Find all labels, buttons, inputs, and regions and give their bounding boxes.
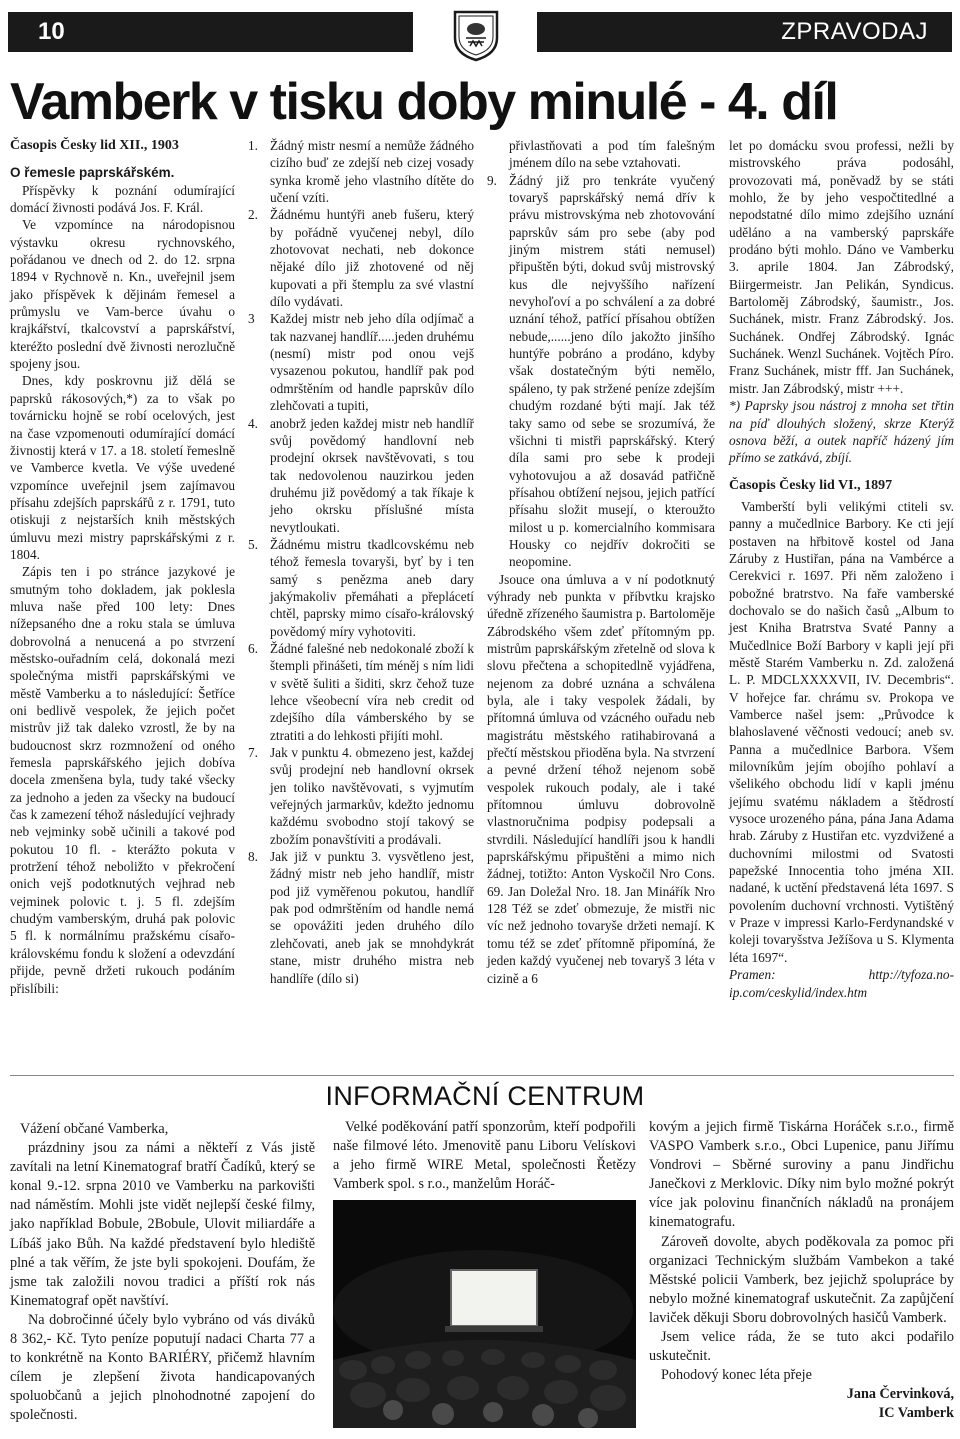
- paragraph: Velké poděkování patří sponzorům, kteří podpořili naše filmové léto. Jmenovitě panu Liboru Velískovi a jeho firmě WIRE Metal, společnosti Řetězy Vamberk spol. s r.o., manželům Horáč-: [333, 1119, 636, 1193]
- footnote: *) Paprsky jsou nástroj z mnoha set třtin na píď dlouhých složený, skrze Kterýž osnova běží, a outek napříč házený jím přímo se zatkává, zbíjí.: [729, 398, 954, 466]
- item-number: 4.: [248, 415, 258, 431]
- item-text: anobrž jeden každej mistr neb handlíř svůj povědomý handlovní neb prodejní okrsek navštěvovati, s tou tak nedovolenou nauzirkou jeden druhému již povědomý a tak říkaje k jeho okrsku příslušné místa nevytloukati.: [270, 415, 474, 535]
- item-number: 9.: [487, 172, 497, 188]
- article-headline: Vamberk v tisku doby minulé - 4. díl: [10, 73, 838, 131]
- signature-org: IC Vamberk: [878, 1405, 954, 1422]
- item-number: 8.: [248, 849, 258, 865]
- list-item: [248, 640, 474, 744]
- paragraph: Pohodový konec léta přeje: [661, 1367, 812, 1384]
- info-column-right: [649, 1118, 954, 1424]
- paragraph: Na dobročinné účely bylo vybráno od vás diváků 8 362,- Kč. Tyto peníze poputují nadaci Charta 77 a to konkrétně na Konto BARIÉRY, přičemž hlavním cílem je zlepšení života handicapovaných spoluobčanů a jejich plnohodnotné zapojení do společnosti.: [10, 1311, 315, 1424]
- publication-name: ZPRAVODAJ: [781, 18, 928, 45]
- town-emblem-icon: [449, 8, 503, 62]
- item-text: Každej mistr neb jeho díla odjímač a tak nazvanej handlíř.....jeden druhému (nesmí) mistr pod onou vejš vysazenou pokutou, handlíř pak pod odmrštěním od handle paprskův dílo zlehčovati a tupiti,: [270, 311, 474, 414]
- list-item: [248, 415, 474, 536]
- list-item: [248, 848, 474, 987]
- paragraph: let po domácku svou professi, nežli by mistrovského práva podosáhl, provozovati má, poněvadž by se státi mohlo, že by jeho vespočtitedlné a nepodstatné dílo mimo zdejšího uznání uděláno a na vamberský paprskáře prodáno býti mohlo. Dáno ve Vamberku 3. aprile 1804. Jan Zábrodský, Biirgermeistr. Jan Pelikán, Syndicus. Bartoloměj Zábrodský, šaumistr., Jos. Suchánek, mistr. Franz Zábrodský. Jos. Suchánek. Ondřej Zábrodský. Ignác Suchánek. Wenzl Suchánek. Vojtěch Píro. Franz Suchánek, mistr fff. Jan Suchánek, mistr. Jan Zábrodský, mistr +++.: [729, 138, 954, 396]
- item-text: Žádný mistr nesmí a nemůže žádného cizího buď ze zdejší neb cizej vosady synka kromě jeho vlastního dítěte do učení vzíti.: [270, 138, 474, 206]
- list-item: [248, 310, 474, 414]
- article-column-1: [10, 137, 235, 997]
- source-citation: Časopis Česky lid VI., 1897: [729, 477, 893, 493]
- item-text: Žádné falešné neb nedokonalé zboží k štempli přinášeti, tím méněj s ním lidi v světě šuliti a šiditi, skrz čehož tuze lehce všeobecní víra neb credit od zdejšího díla vámberského by se ztratiti a do lehkosti přijíti mohl.: [270, 640, 474, 743]
- header-bar-left: [8, 12, 413, 52]
- list-item: [248, 137, 474, 206]
- paragraph: Dnes, kdy poskrovnu již dělá se paprsků rákosových,*) za to však po továrnicku hojně se robí ocelových, jest na čase vzpomenouti odumírající domácí živnostij která v 17. a 18. století řemeslně ve Vamberce kvetla. Ve výše uvedené vzpomínce uveřejnil jsem zajímavou přísahu zdejších paprskářů z r. 1791, tuto otiskuji z nejstarších knih městských úmluvu mezi mistry paprskářskými z r. 1804.: [10, 373, 235, 562]
- item-number: 2.: [248, 207, 258, 223]
- article-column-3: [487, 137, 715, 987]
- list-item: [248, 536, 474, 640]
- section-title: INFORMAČNÍ CENTRUM: [325, 1081, 645, 1111]
- item-number: 5.: [248, 536, 258, 552]
- paragraph: prázdniny jsou za námi a někteří z Vás jistě zavítali na letní Kinematograf bratří Čadíků, který se konal 9.-12. srpna 2010 ve Vamberku na parkovišti nad náměstím. Mohli jste vidět nejlepší české filmy, jako například Bobule, 2Bobule, Ulovit miliardáře a Líbáš jako Bůh. Na každé představení bylo hlediště plné a tak věřím, že jste byli spokojeni. Doufám, že jsme tak založili novou tradici a příští rok nás Kinematograf opět navštíví.: [10, 1140, 315, 1309]
- section-divider: [10, 1075, 954, 1076]
- open-air-cinema-photo: [333, 1200, 636, 1428]
- source-citation: Časopis Česky lid XII., 1903: [10, 138, 179, 153]
- item-number: 1.: [248, 138, 258, 153]
- article-column-4: [729, 137, 954, 1001]
- header-bar-right: [537, 12, 952, 52]
- article-subtitle: O řemesle paprskářském.: [10, 165, 175, 181]
- paragraph: Zároveň dovolte, abych poděkovala za pomoc při organizaci Technickým službám Vambekon a také Městské policii Vamberk, bez jejichž spolupráce by nebylo možné kinematograf uskutečnit. Za zapůjčení laviček děkuji Sboru dobrovolných hasičů Vamberk.: [649, 1233, 954, 1326]
- list-item: [487, 172, 715, 571]
- agreement-list-continued: [487, 172, 715, 571]
- paragraph: Jsem velice ráda, že se tuto akci podařilo uskutečnit.: [649, 1329, 954, 1365]
- info-column-middle: [333, 1118, 636, 1194]
- item-number: 3: [248, 311, 255, 327]
- item-number: 7.: [248, 745, 258, 761]
- item-text: Žádný již pro tenkráte vyučený tovaryš paprskářský nemá dřív k právu mistrovskýma neb zhotovování paprskův sám pro sebe (aby pod jiným mistrem státi nemusel) připuštěn býti, dokud svůj mistrovský kus dle nejvyššího nařízení nevyhoľoví a po schválení a za dobré uznání téhož, patřící přísahou obtížen nebude,......jeno dílo jakožto jinšího huntýře pobráno a prodáno, kdyby však dostatečným býti nemělo, spáleno, ty pak stržené peníze zdejším chudým rozdané býti mají. Jak též taky samo od sebe se srozumívá, že všichni ti mistři paprskářský. Který díla sami pro sebe k prodeji vyhotovujou a až dosavád patřičně přísahou obtížení nejsou, jejich patřící přísahu složit musejí, o kteroužto milost u p. komercialního kommisara Housky co nejdřív dokročiti se neopomine.: [509, 172, 715, 570]
- greeting: Vážení občané Vamberka,: [20, 1121, 169, 1137]
- item-text: Jak v punktu 4. obmezeno jest, každej svůj prodejní neb handlovní okrsek jen toliko navštěvovati, s vyjmutím veřejných jarmarkův, kdežto jednomu každému svobodno stojí takový se zbožím ponavštíviti a prodávali.: [270, 745, 474, 847]
- info-column-left: [10, 1120, 315, 1426]
- paragraph: Ve vzpomínce na národopisnou výstavku okresu rychnovského, pořádanou ve dnech od 2. do 12. srpna 1894 v Rychnově n. Kn., uveřejnil jsem jako příspěvek k dějinám řemesel a průmyslu ve Vam-berce úvahu o krajkářství, tkalcovství a paprskářství, kteréžto poslední dvě živnosti nerozlučně spojeny jsou.: [10, 217, 235, 372]
- item-text: Žádnému huntýři aneb fušeru, který by pořádně vyučenej nebyl, dílo zhotovovat nechati, neb dokonce nějaké dílo již zhotovené od něj kupovati a při štemplu za své vlastní dílo vydávati.: [270, 207, 474, 310]
- item-number: 6.: [248, 640, 258, 656]
- paragraph: Jsouce ona úmluva a v ní podotknutý výhrady neb punkta v příbvtku krajsko úředně zřízeného šaumistra p. Bartoloměje Zábrodského všem zdeť přítomným pp. mistrům paprskářským zřetelně od slova k slovu přečtena a schopitedlně vyjádřena, nejenom za dobré uznána a schválena byla, ale i taky vespolek žádali, by přítomná úmluva od vzácného ouřadu neb magistrátu městského ratihabirovaná a přečtí městskou přioděna byla. Na stvrzení a pevné držení téhož nejenom sobě vespolek rukouch podaly, ale i také přítomnou úmluvu dobrovolně vlastnoručnima podpisy podepsali a stvrdili. Následující handlíři jsou k handli paprskářskýmu připuštěni a mimo nich žádnej, totižto: Anton Vyskočil Nro Cons. 69. Jan Doležal Nro. 18. Jan Minářík Nro 128 Též se zdeť obmezuje, že mistři nic víc než jednoho tovaryše držeti nemají. K tomu též se zdeť přítomně připomíná, že jeden každý vyučenej neb tovaryš 3 léta v cizině a 6: [487, 571, 715, 986]
- item-text: Žádnému mistru tkadlcovskému neb téhož řemesla tovaryši, byť by i ten samý s penězma aneb dary jakýmakoliv přemáhati a přeplácetí chtěl, paprsky mimo císařo-královský povědomý míry vyhotoviti.: [270, 536, 474, 639]
- agreement-list: [248, 137, 474, 987]
- paragraph: Zápis ten i po stránce jazykové je smutným toho dokladem, jak poklesla mluva naše před 100 lety: Dnes nížepsaného dne a roku stala se úmluva dobrovolná a nenucená a po stvrzení městsko-ouřadním celá, dokonalá mezi společnýma mistři paprskářskými ve městě Vamberku a to následující: Šetříce oni bedlivě vespolek, že jejich počet mistrův již tak daleko vzrostl, že by na budoucnost skrz rozmnožení od oného řemesla paprskářského jejich dobíva docela zmenšena byla, tudy také všecky za jednoho a jeden za všecky na budoucí čas k zamezení téhož následující vejhrady neb vejminky sobě učinili a takové pod pokutou 10 fl. - kterážto pokuta v protržení téhož neboližto v překročení onich vejš podotknutých vejhrad neb vejminek polovic t. j. 5 fl. zdejším chudým vamberským, druhá pak polovic 5 fl. k normálnímu pražskému císařo-královskému fondu k složení a odevzdání přijde, pevně držeti rukouch podáním přislíbili:: [10, 564, 235, 996]
- paragraph: kovým a jejich firmě Tiskárna Horáček s.r.o., firmě VASPO Vamberk s.r.o., Obci Lupenice, panu Jiřímu Vondrovi – Sběrné suroviny a panu Jindřichu Janečkovi z Merklovic. Díky nim bylo možné pokrýt více jak polovinu finančních nákladů na pronájem kinematografu.: [649, 1119, 954, 1231]
- signature-name: Jana Červinková,: [846, 1386, 954, 1403]
- page-number: 10: [38, 18, 65, 45]
- paragraph: Vamberští byli velikými ctiteli sv. panny a mučedlnice Barbory. Ke cti její postaven na hřbitově kostel od Jana Záruby z Hustiřan, pána na Vambérce a Cerekvici r. 1697. Při něm založeno i pobožné bratrstvo. Na faře vamberské dochovalo se do našich časů „Album to jest Kniha Bratrstva Svaté Panny a Mučedlnice Boží Barbory v kapli její při městě Starém Vamberku n. Zd. založená L. P. MDCLXXXXVII, IV. Decembris“. V hořejce far. chrámu sv. Prokopa ve Vamberce našel jsem: „Průvodce k blahoslavené věčnosti vedoucí; aneb sv. Panna a mučedlnice Barbora. Všem milovníkům jejím obojího pohlaví a všelikého obchodu lidí v kapli jménu jejímu svatému nákladem a štědrostí vysoce urozeného pána, pána Jana Adama hrab. Záruby z Hustiřan etc. vyzdvižené a duchovními milostmi od Svatosti papežské Innocentia toho jména XII. nadané, k uctění představená léta 1697. S povolením duchovní vrchnosti. Vytištěný v Praze v impressi Karlo-Ferdynandské v koleji tovaryšstva Ježíšova u S. Klymenta léta 1697“.: [729, 498, 954, 965]
- list-item: [248, 206, 474, 310]
- list-item: [248, 744, 474, 848]
- article-column-2: [248, 137, 474, 987]
- source-link: Pramen: http://tyfoza.no-ip.com/ceskylid/index.htm: [729, 967, 954, 1000]
- item-text: Jak již v punktu 3. vysvětleno jest, žádný mistr neb jeho handlíř, mistr pod již vyměřenou pokutou, handlíř pak pod odmrštěním od handle nemá se opovážiti jeden druhého dílo zlehčovati, aneb jak se mnohdykrát stane, mistr druhého mistra neb handlíře (dílo si): [270, 849, 474, 986]
- paragraph: přivlastňovati a pod tím falešným jménem dílo na sebe vztahovati.: [509, 138, 715, 171]
- paragraph: Příspěvky k poznání odumírající domácí živnosti podává Jos. F. Král.: [10, 182, 235, 216]
